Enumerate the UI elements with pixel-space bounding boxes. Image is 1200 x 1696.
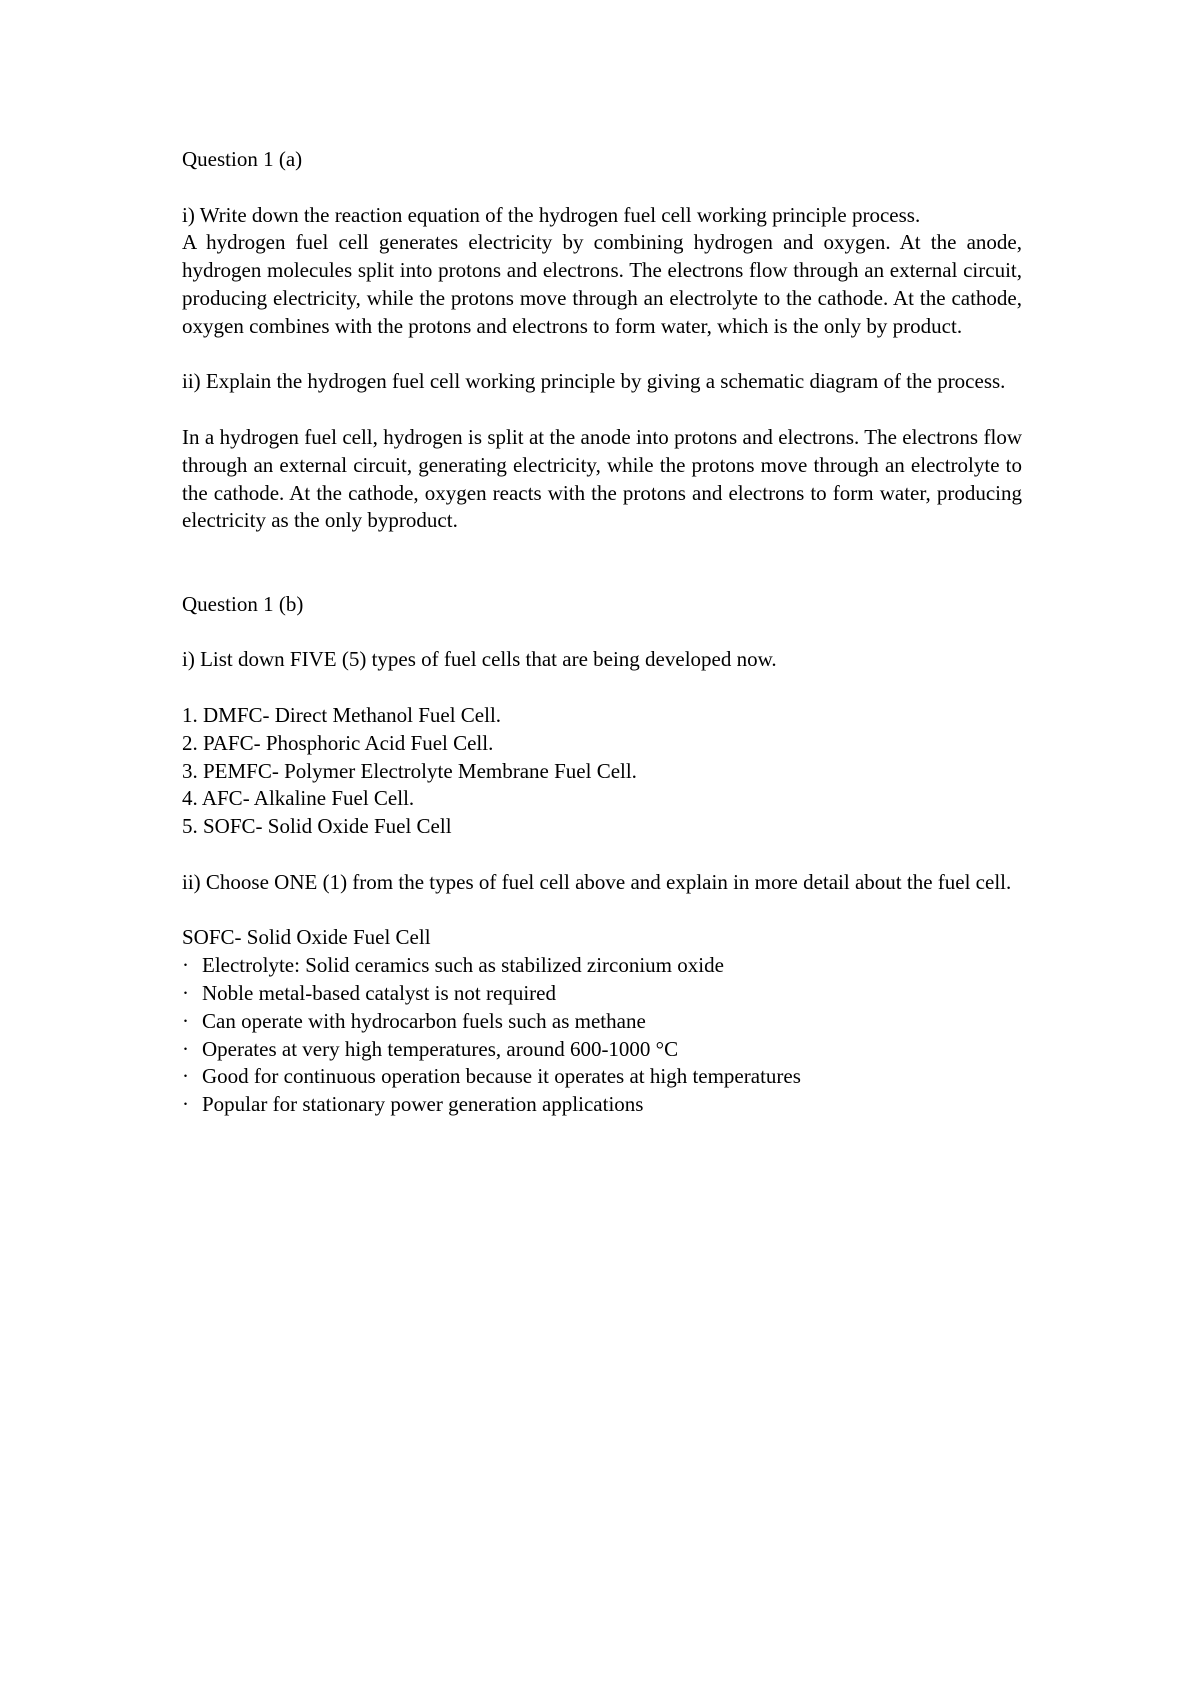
list-item xyxy=(182,1036,1022,1064)
fuel-cell-list xyxy=(182,702,1022,841)
bullet-text: Popular for stationary power generation applications xyxy=(202,1092,644,1117)
spacer xyxy=(182,897,1022,925)
bullet-text: Noble metal-based catalyst is not required xyxy=(202,980,556,1005)
bullet-icon: · xyxy=(182,1008,189,1033)
list-item: 5. SOFC- Solid Oxide Fuel Cell xyxy=(182,814,452,839)
bullet-icon: · xyxy=(182,980,189,1005)
question-1a-part-i-answer: A hydrogen fuel cell generates electricity by combining hydrogen and oxygen. At the anode, hydrogen molecules split into protons and electrons. The electrons flow through an external circuit, producing electricity, while the protons move through an electrolyte to the cathode. At the cathode, oxygen combines with the protons and electrons to form water, which is the only by product. xyxy=(182,230,1022,338)
question-1b-heading: Question 1 (b) xyxy=(182,591,304,616)
bullet-text: Operates at very high temperatures, around 600-1000 °C xyxy=(202,1036,679,1061)
bullet-text: Electrolyte: Solid ceramics such as stabilized zirconium oxide xyxy=(202,953,724,978)
spacer xyxy=(182,174,1022,202)
spacer xyxy=(182,341,1022,369)
chosen-fuel-cell-title: SOFC- Solid Oxide Fuel Cell xyxy=(182,925,431,950)
question-1a-part-ii-prompt: ii) Explain the hydrogen fuel cell working principle by giving a schematic diagram of the process. xyxy=(182,369,1006,394)
list-item xyxy=(182,980,1022,1008)
list-item xyxy=(182,952,1022,980)
list-item xyxy=(182,1063,1022,1091)
bullet-icon: · xyxy=(182,1092,189,1117)
bullet-icon: · xyxy=(182,1036,189,1061)
question-1b-part-ii-prompt: ii) Choose ONE (1) from the types of fuel cell above and explain in more detail about the fuel cell. xyxy=(182,869,1012,894)
question-1a-part-i-prompt: i) Write down the reaction equation of the hydrogen fuel cell working principle process. xyxy=(182,202,921,227)
spacer xyxy=(182,619,1022,647)
bullet-icon: · xyxy=(182,953,189,978)
list-item: 2. PAFC- Phosphoric Acid Fuel Cell. xyxy=(182,730,494,755)
list-item: 4. AFC- Alkaline Fuel Cell. xyxy=(182,786,415,811)
list-item xyxy=(182,1008,1022,1036)
bullet-icon: · xyxy=(182,1064,189,1089)
question-1a-heading: Question 1 (a) xyxy=(182,147,303,171)
sofc-bullet-list xyxy=(182,952,1022,1119)
bullet-text: Good for continuous operation because it operates at high temperatures xyxy=(202,1064,801,1089)
spacer xyxy=(182,674,1022,702)
question-1b-part-i-prompt: i) List down FIVE (5) types of fuel cells that are being developed now. xyxy=(182,647,777,672)
spacer xyxy=(182,841,1022,869)
list-item: 3. PEMFC- Polymer Electrolyte Membrane Fuel Cell. xyxy=(182,758,637,783)
list-item: 1. DMFC- Direct Methanol Fuel Cell. xyxy=(182,702,502,727)
question-1a-part-ii-answer: In a hydrogen fuel cell, hydrogen is split at the anode into protons and electrons. The electrons flow through an external circuit, generating electricity, while the protons move through an electrolyte to the cathode. At the cathode, oxygen reacts with the protons and electrons to form water, producing electricity as the only byproduct. xyxy=(182,424,1022,533)
document-page xyxy=(182,146,1022,1119)
bullet-text: Can operate with hydrocarbon fuels such as methane xyxy=(202,1008,646,1033)
list-item xyxy=(182,1091,1022,1119)
spacer xyxy=(182,535,1022,591)
spacer xyxy=(182,396,1022,424)
